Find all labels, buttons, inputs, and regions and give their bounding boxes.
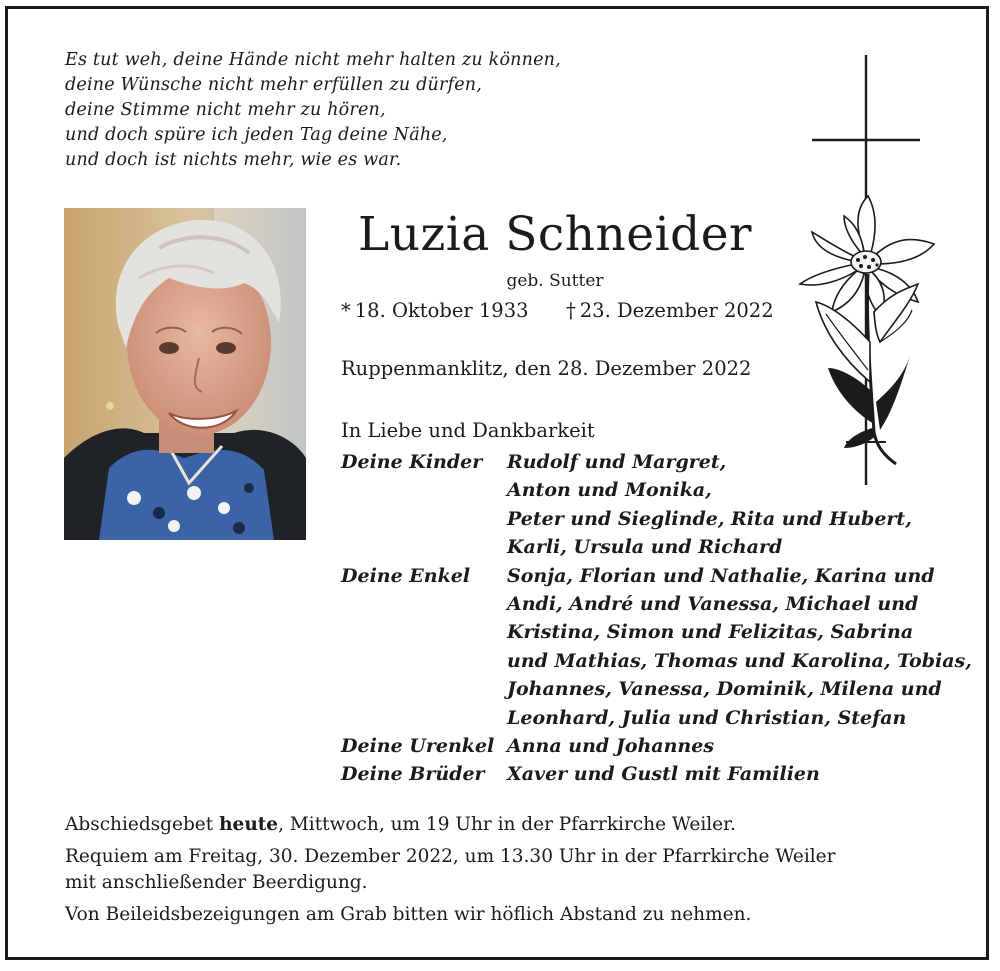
- place-date: Ruppenmanklitz, den 28. Dezember 2022: [341, 357, 752, 380]
- family-label: Deine Urenkel: [341, 735, 495, 758]
- family-line: Andi, André und Vanessa, Michael und: [507, 593, 919, 616]
- birth-star-icon: *: [341, 299, 351, 322]
- deceased-name: Luzia Schneider: [357, 207, 752, 262]
- family-names: [507, 760, 820, 788]
- family-line: Kristina, Simon und Felizitas, Sabrina: [507, 621, 914, 644]
- poem-line: Es tut weh, deine Hände nicht mehr halten zu können,: [65, 50, 561, 70]
- family-label: Deine Kinder: [341, 451, 483, 473]
- requiem-line-1: Requiem am Freitag, 30. Dezember 2022, um 13.30 Uhr in der Pfarrkirche Weiler: [65, 846, 836, 867]
- family-group: [341, 562, 981, 732]
- family-label: Deine Brüder: [341, 763, 485, 786]
- portrait-illustration: [64, 208, 306, 540]
- family-line: Peter und Sieglinde, Rita und Hubert,: [507, 507, 912, 530]
- family-line: Xaver und Gustl mit Familien: [507, 763, 820, 786]
- farewell-emphasis: heute: [219, 814, 279, 835]
- family-line: Leonhard, Julia und Christian, Stefan: [507, 706, 907, 729]
- requiem-line-2: mit anschließender Beerdigung.: [65, 872, 368, 893]
- death-date: 23. Dezember 2022: [579, 299, 774, 322]
- farewell-prayer: [65, 812, 965, 838]
- birth-name: geb. Sutter: [506, 271, 604, 291]
- family-names: [507, 562, 972, 732]
- family-line: Anna und Johannes: [507, 735, 715, 758]
- poem-line: und doch ist nichts mehr, wie es war.: [65, 150, 402, 170]
- portrait-photo: [64, 208, 306, 540]
- family-group: [341, 732, 981, 760]
- edelweiss-icon: [796, 192, 938, 472]
- death-cross-icon: †: [566, 299, 576, 322]
- poem-line: deine Wünsche nicht mehr erfüllen zu dürfen,: [65, 75, 483, 95]
- birth-date: 18. Oktober 1933: [354, 299, 529, 322]
- family-line: Sonja, Florian und Nathalie, Karina und: [507, 564, 935, 587]
- life-dates: [341, 298, 774, 324]
- poem-line: deine Stimme nicht mehr zu hören,: [65, 100, 386, 120]
- family-line: Anton und Monika,: [507, 479, 712, 502]
- family-list: [341, 448, 981, 789]
- family-names: [507, 732, 714, 760]
- dedication: In Liebe und Dankbarkeit: [341, 419, 595, 442]
- family-group: [341, 760, 981, 788]
- family-line: Johannes, Vanessa, Dominik, Milena und: [507, 678, 942, 701]
- farewell-prefix: Abschiedsgebet: [65, 814, 214, 835]
- family-line: Karli, Ursula und Richard: [507, 536, 783, 559]
- condolence-note: Von Beileidsbezeigungen am Grab bitten wir höflich Abstand zu nehmen.: [65, 904, 752, 925]
- family-line: Rudolf und Margret,: [507, 451, 727, 473]
- poem-line: und doch spüre ich jeden Tag deine Nähe,: [65, 125, 448, 145]
- farewell-suffix: , Mittwoch, um 19 Uhr in der Pfarrkirche Weiler.: [278, 814, 736, 835]
- poem: [65, 48, 561, 173]
- family-label: Deine Enkel: [341, 564, 471, 587]
- birth-info: [341, 298, 529, 324]
- family-line: und Mathias, Thomas und Karolina, Tobias,: [507, 649, 972, 672]
- service-notices: [65, 812, 965, 928]
- death-info: [566, 298, 774, 324]
